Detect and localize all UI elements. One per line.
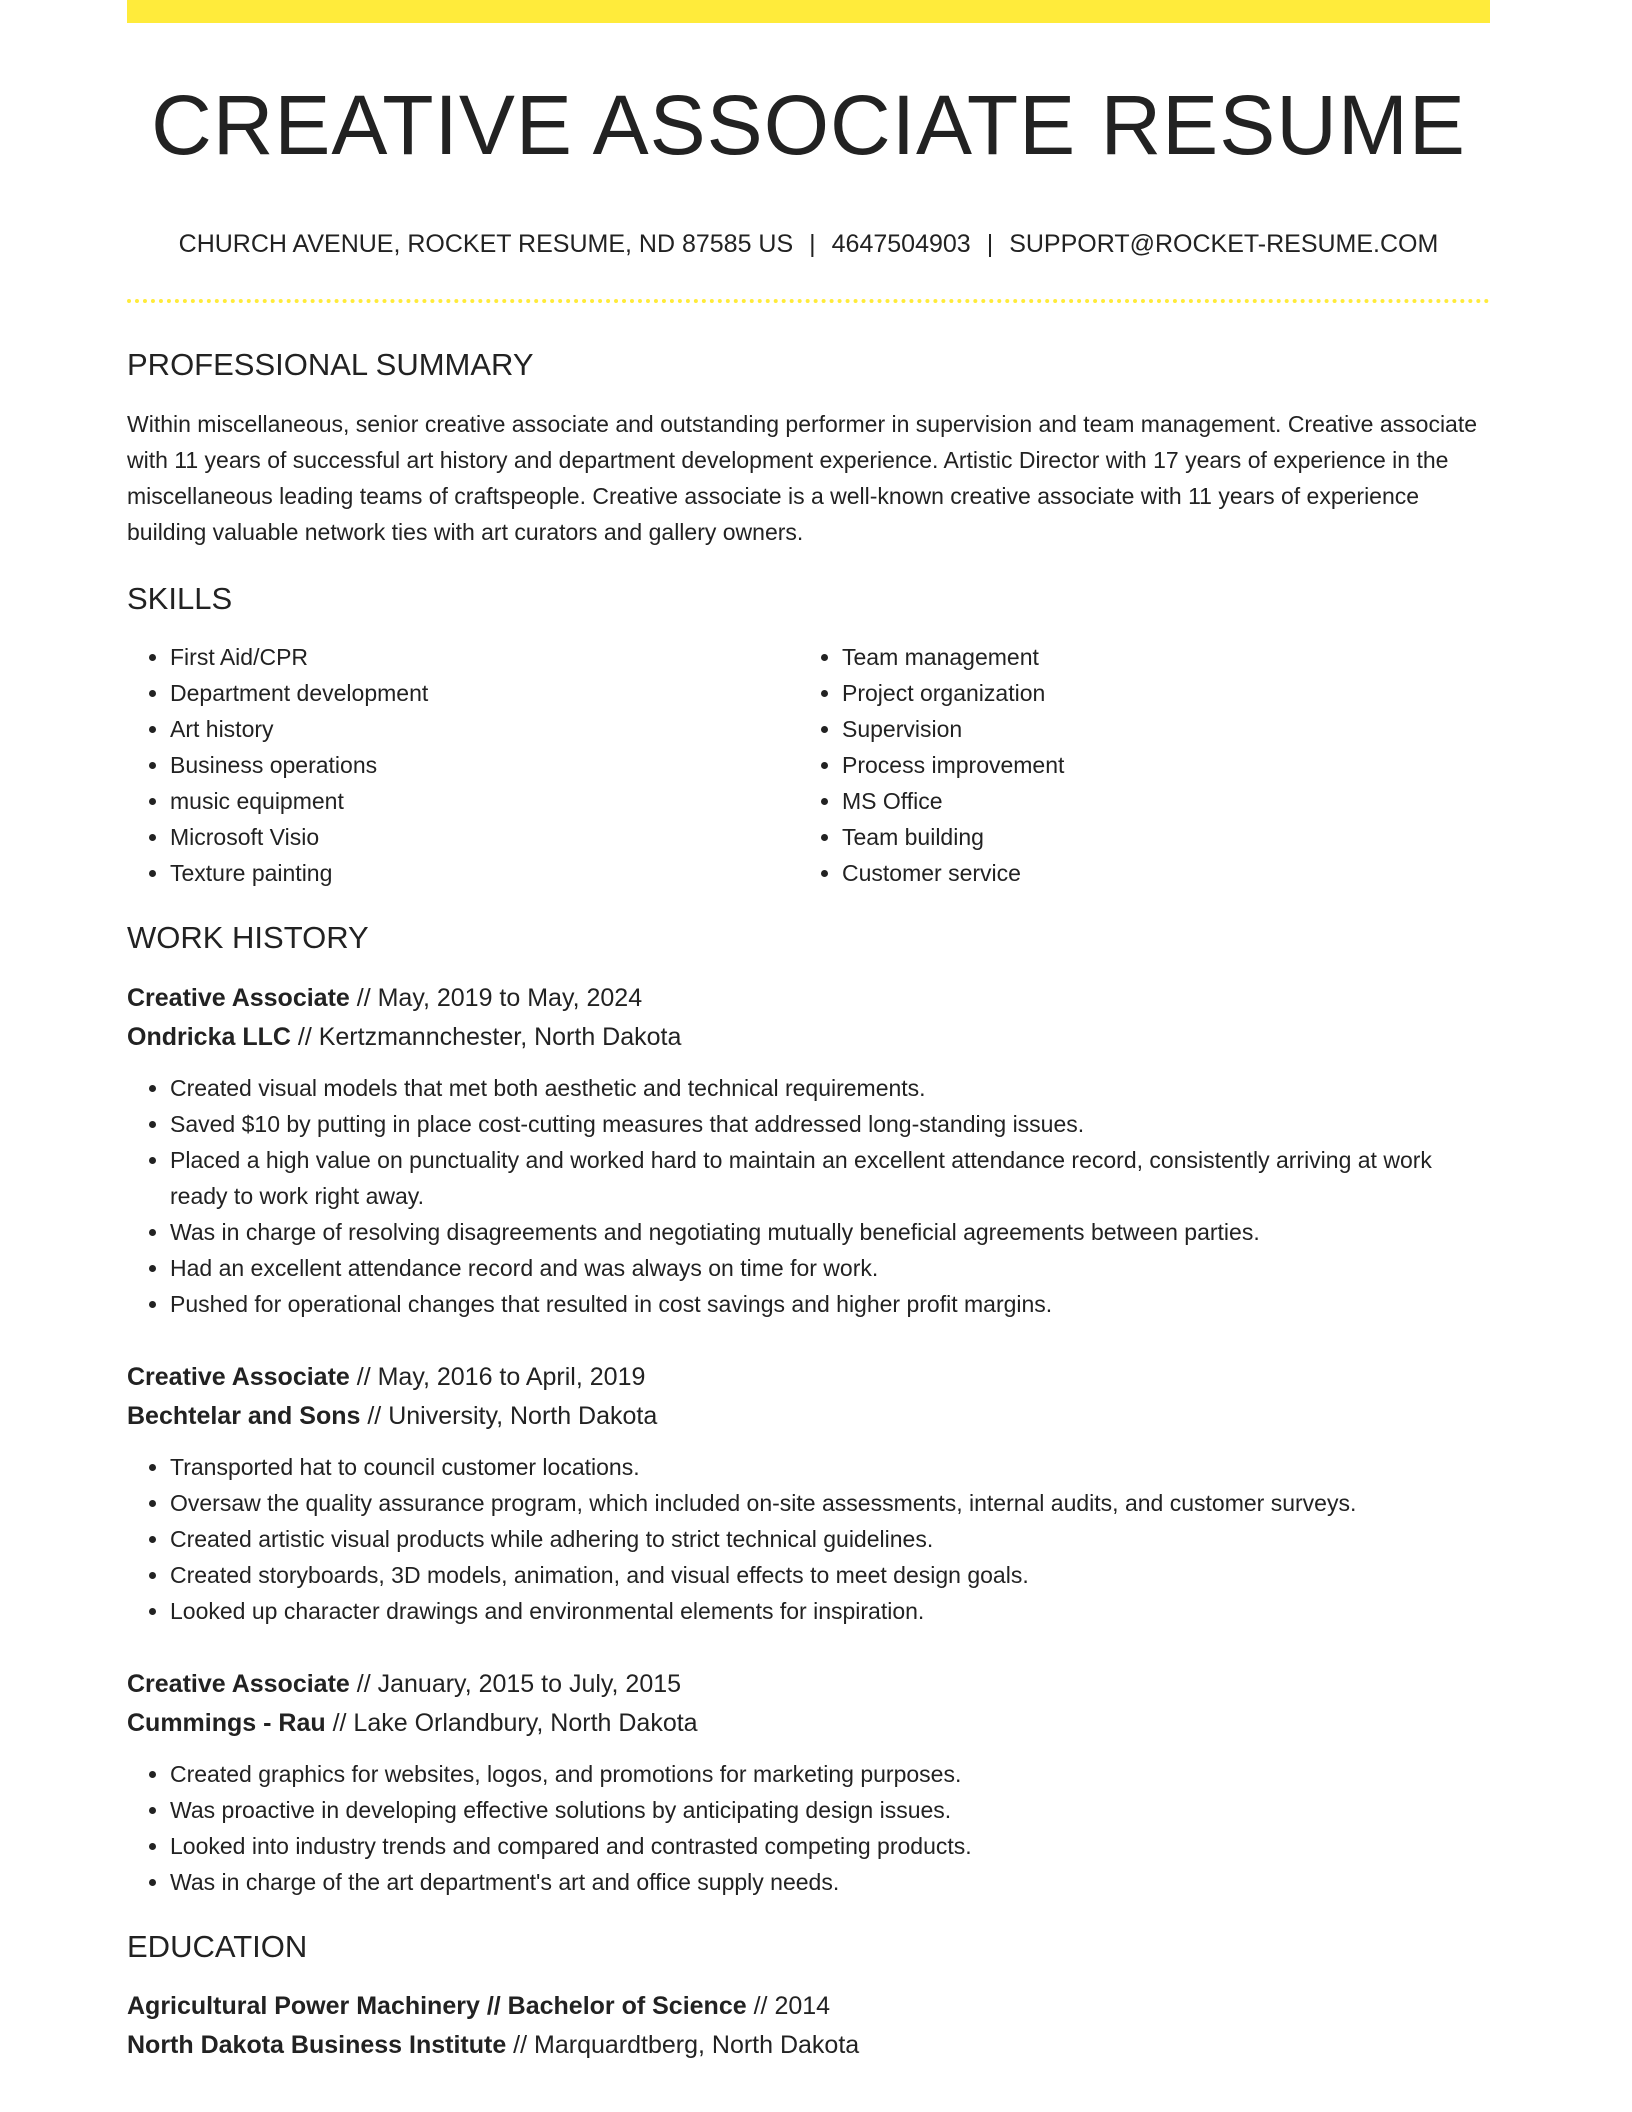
contact-address: CHURCH AVENUE, ROCKET RESUME, ND 87585 US: [178, 230, 794, 258]
job-title: Creative Associate: [127, 1669, 350, 1698]
delimiter: //: [360, 1401, 389, 1430]
job-bullet: • Looked into industry trends and compared and contrasted competing products.: [170, 1828, 1490, 1864]
education-school: North Dakota Business Institute: [127, 2030, 507, 2059]
job-location: University, North Dakota: [388, 1401, 658, 1430]
job-company-line: [127, 1018, 1490, 1057]
education-degree-line: [127, 1987, 1490, 2026]
skill-item: • Art history: [170, 711, 799, 747]
skill-item: • Team management: [842, 639, 1471, 675]
delimiter: //: [349, 1669, 378, 1698]
skills-column-left: [127, 639, 799, 891]
work-history-list: [127, 979, 1490, 1900]
skills-column-right: [799, 639, 1471, 891]
job-bullet: • Was proactive in developing effective solutions by anticipating design issues.: [170, 1792, 1490, 1828]
job-bullet: • Placed a high value on punctuality and worked hard to maintain an excellent attendance record, consistently arriving at work ready to work right away.: [170, 1142, 1490, 1214]
education-entry: [127, 1987, 1490, 2065]
job-bullets: [127, 1070, 1490, 1322]
job-entry: [127, 1665, 1490, 1900]
job-dates: May, 2016 to April, 2019: [377, 1362, 646, 1391]
skill-item: • Project organization: [842, 675, 1471, 711]
contact-separator: |: [986, 230, 994, 258]
job-company: Cummings - Rau: [127, 1708, 326, 1737]
education-location: Marquardtberg, North Dakota: [534, 2030, 860, 2059]
skill-item: • First Aid/CPR: [170, 639, 799, 675]
job-bullet: • Looked up character drawings and environmental elements for inspiration.: [170, 1593, 1490, 1629]
skills-grid: [127, 639, 1490, 891]
job-bullet: • Transported hat to council customer locations.: [170, 1449, 1490, 1485]
job-bullet: • Pushed for operational changes that resulted in cost savings and higher profit margins.: [170, 1286, 1490, 1322]
job-title: Creative Associate: [127, 983, 350, 1012]
skill-item: • MS Office: [842, 783, 1471, 819]
dotted-divider: [127, 299, 1490, 303]
contact-separator: |: [809, 230, 816, 258]
job-title-line: [127, 1665, 1490, 1704]
job-entry: [127, 1358, 1490, 1629]
job-bullet: • Created visual models that met both aesthetic and technical requirements.: [170, 1070, 1490, 1106]
delimiter: //: [349, 1362, 378, 1391]
job-title: Creative Associate: [127, 1362, 350, 1391]
education-school-line: [127, 2026, 1490, 2065]
job-bullet: • Was in charge of resolving disagreements and negotiating mutually beneficial agreements between parties.: [170, 1214, 1490, 1250]
job-bullet: • Created artistic visual products while adhering to strict technical guidelines.: [170, 1521, 1490, 1557]
delimiter: //: [325, 1708, 354, 1737]
skill-item: • Department development: [170, 675, 799, 711]
job-company: Bechtelar and Sons: [127, 1401, 361, 1430]
job-title-line: [127, 1358, 1490, 1397]
job-company-line: [127, 1397, 1490, 1436]
delimiter: //: [349, 983, 378, 1012]
skill-item: • Process improvement: [842, 747, 1471, 783]
contact-line: [127, 229, 1490, 259]
summary-heading: PROFESSIONAL SUMMARY: [127, 347, 534, 382]
contact-email: SUPPORT@ROCKET-RESUME.COM: [1009, 230, 1439, 258]
education-degree: Agricultural Power Machinery // Bachelor of Science: [127, 1991, 747, 2020]
job-company-line: [127, 1704, 1490, 1743]
skills-heading: SKILLS: [127, 581, 233, 617]
job-dates: January, 2015 to July, 2015: [377, 1669, 682, 1698]
summary-text: Within miscellaneous, senior creative associate and outstanding performer in supervision and team management. Creative associate with 11 years of successful art history and department development experience. Artistic Director with 17 years of experience in the miscellaneous leading teams of craftspeople. Creative associate is a well-known creative associate with 11 years of experience building valuable network ties with art curators and gallery owners.: [127, 411, 1478, 546]
job-location: Lake Orlandbury, North Dakota: [353, 1708, 698, 1737]
contact-phone: 4647504903: [831, 230, 971, 258]
job-bullets: [127, 1756, 1490, 1900]
top-accent-bar: [127, 0, 1490, 23]
resume-title: CREATIVE ASSOCIATE RESUME: [151, 78, 1466, 172]
job-title-line: [127, 979, 1490, 1018]
job-bullet: • Oversaw the quality assurance program, which included on-site assessments, internal audits, and customer surveys.: [170, 1485, 1490, 1521]
job-bullets: [127, 1449, 1490, 1629]
skill-item: • Customer service: [842, 855, 1471, 891]
skill-item: • Texture painting: [170, 855, 799, 891]
job-location: Kertzmannchester, North Dakota: [318, 1022, 682, 1051]
skill-item: • Supervision: [842, 711, 1471, 747]
job-dates: May, 2019 to May, 2024: [377, 983, 643, 1012]
education-heading: EDUCATION: [127, 1928, 308, 1964]
skill-item: • Team building: [842, 819, 1471, 855]
job-bullet: • Created graphics for websites, logos, and promotions for marketing purposes.: [170, 1756, 1490, 1792]
skill-item: • music equipment: [170, 783, 799, 819]
delimiter: //: [746, 1991, 775, 2020]
resume-page: [127, 0, 1490, 2065]
work-history-heading: WORK HISTORY: [127, 920, 369, 956]
job-bullet: • Saved $10 by putting in place cost-cutting measures that addressed long-standing issues.: [170, 1106, 1490, 1142]
delimiter: //: [506, 2030, 535, 2059]
skill-item: • Business operations: [170, 747, 799, 783]
job-bullet: • Had an excellent attendance record and was always on time for work.: [170, 1250, 1490, 1286]
job-entry: [127, 979, 1490, 1322]
job-bullet: • Was in charge of the art department's art and office supply needs.: [170, 1864, 1490, 1900]
job-company: Ondricka LLC: [127, 1022, 291, 1051]
delimiter: //: [290, 1022, 319, 1051]
skill-item: • Microsoft Visio: [170, 819, 799, 855]
education-year: 2014: [774, 1991, 831, 2020]
job-bullet: • Created storyboards, 3D models, animation, and visual effects to meet design goals.: [170, 1557, 1490, 1593]
